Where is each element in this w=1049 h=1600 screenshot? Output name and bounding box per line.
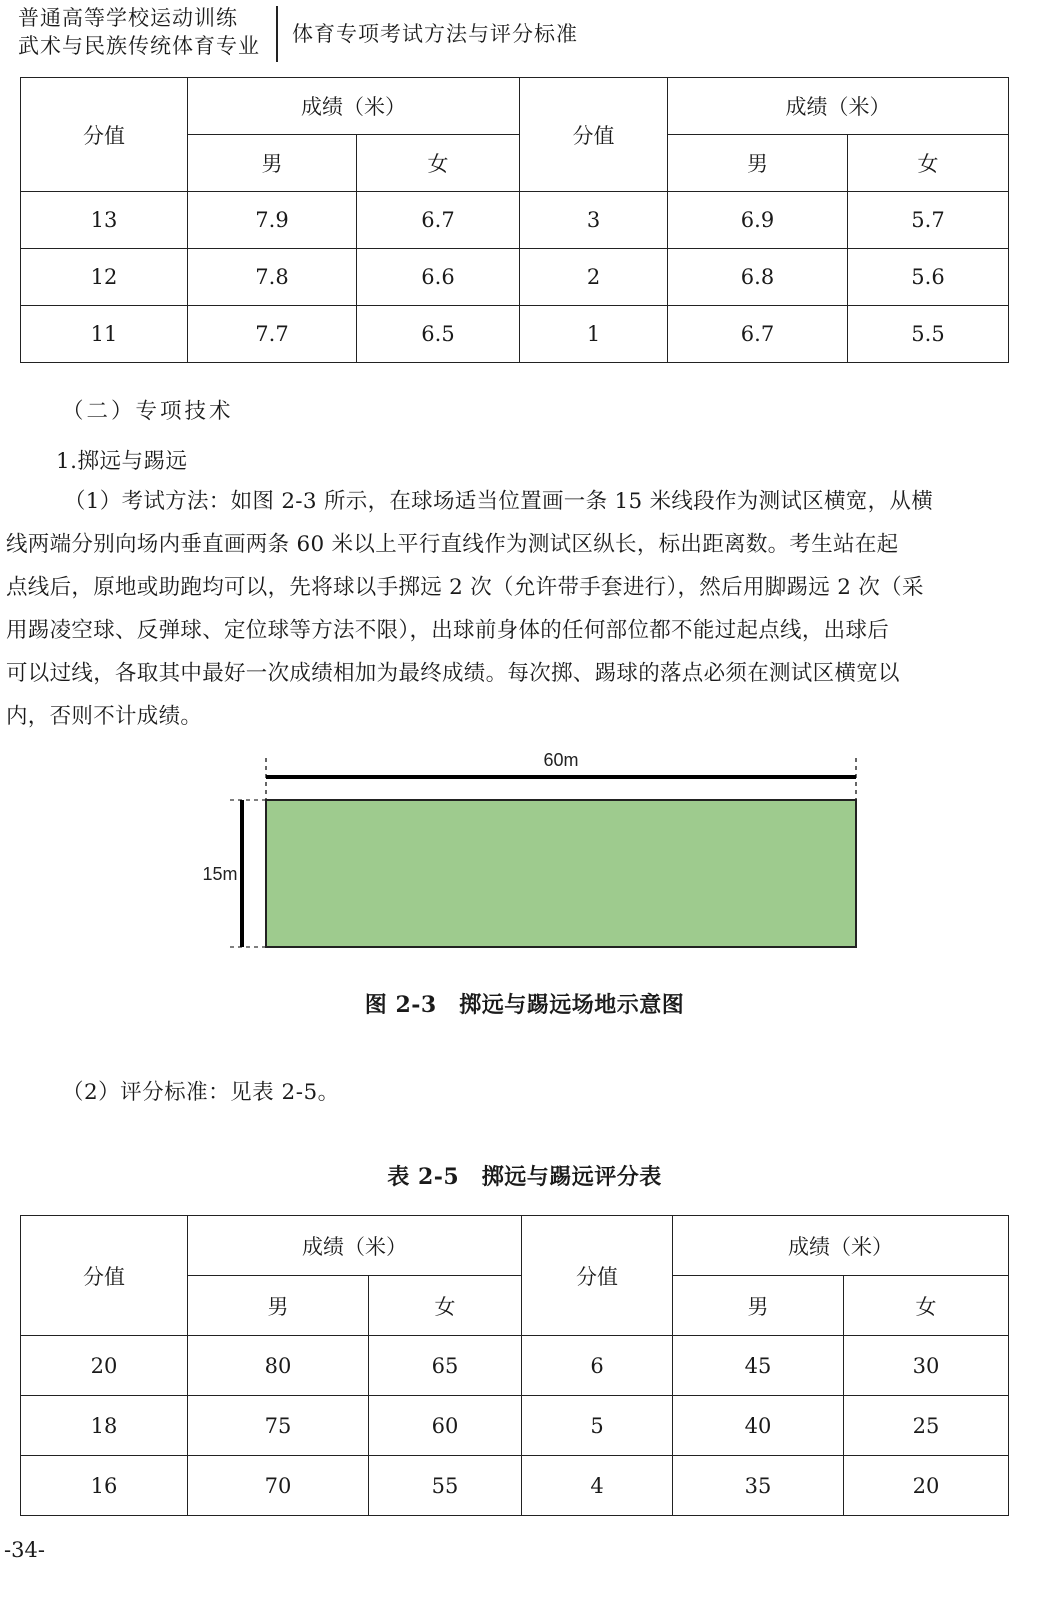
- table-cell: 18: [21, 1396, 188, 1456]
- table-cell: 6.5: [357, 306, 520, 363]
- header-female: 女: [357, 135, 520, 192]
- table-cell: 30: [844, 1336, 1009, 1396]
- paragraph-line: （1）考试方法：如图 2-3 所示，在球场适当位置画一条 15 米线段作为测试区横宽，从横: [64, 489, 933, 514]
- scoring-reference: （2）评分标准：见表 2-5。: [62, 1080, 340, 1105]
- length-label: 60m: [543, 750, 579, 770]
- table-cell: 16: [21, 1456, 188, 1516]
- header-left: [18, 4, 260, 60]
- header-score: 分值: [21, 78, 188, 192]
- table-cell: 4: [522, 1456, 673, 1516]
- paragraph-line: 可以过线，各取其中最好一次成绩相加为最终成绩。每次掷、踢球的落点必须在测试区横宽以: [6, 661, 900, 686]
- table-row: [21, 249, 1009, 306]
- header-female: 女: [844, 1276, 1009, 1336]
- table-row: [21, 1456, 1009, 1516]
- table-cell: 7.8: [188, 249, 357, 306]
- table-cell: 5: [522, 1396, 673, 1456]
- width-label: 15m: [202, 864, 238, 884]
- header-male: 男: [188, 135, 357, 192]
- header-male: 男: [668, 135, 848, 192]
- paragraph-line: 线两端分别向场内垂直画两条 60 米以上平行直线作为测试区纵长，标出距离数。考生站在起: [6, 532, 899, 557]
- header-female: 女: [369, 1276, 522, 1336]
- header-left-line1: 普通高等学校运动训练: [18, 6, 238, 30]
- table-cell: 80: [188, 1336, 369, 1396]
- paragraph-line: 用踢凌空球、反弹球、定位球等方法不限），出球前身体的任何部位都不能过起点线，出球后: [6, 618, 890, 643]
- method-paragraph: [6, 480, 1026, 738]
- table-cell: 5.5: [848, 306, 1009, 363]
- paragraph-line: 点线后，原地或助跑均可以，先将球以手掷远 2 次（允许带手套进行），然后用脚踢远 2 次（采: [6, 575, 924, 600]
- table-cell: 40: [673, 1396, 844, 1456]
- score-table: [20, 1215, 1009, 1516]
- header-score: 分值: [522, 1216, 673, 1336]
- table-cell: 25: [844, 1396, 1009, 1456]
- page-header: [0, 0, 1049, 64]
- table-cell: 70: [188, 1456, 369, 1516]
- header-right: 体育专项考试方法与评分标准: [292, 22, 578, 46]
- table-cell: 5.7: [848, 192, 1009, 249]
- section-heading: （二）专项技术: [62, 399, 234, 424]
- header-result: 成绩（米）: [668, 78, 1009, 135]
- table-cell: 6.9: [668, 192, 848, 249]
- table-cell: 6.7: [357, 192, 520, 249]
- table-cell: 1: [520, 306, 668, 363]
- table-row: [21, 306, 1009, 363]
- table-row: [21, 1396, 1009, 1456]
- test-field: [266, 800, 856, 947]
- header-result: 成绩（米）: [188, 1216, 522, 1276]
- table-cell: 45: [673, 1336, 844, 1396]
- table-cell: 6.7: [668, 306, 848, 363]
- table-cell: 3: [520, 192, 668, 249]
- table-cell: 60: [369, 1396, 522, 1456]
- table-cell: 2: [520, 249, 668, 306]
- table-cell: 75: [188, 1396, 369, 1456]
- field-diagram: [190, 740, 870, 960]
- paragraph-line: 内，否则不计成绩。: [6, 704, 203, 729]
- table-cell: 12: [21, 249, 188, 306]
- table-cell: 5.6: [848, 249, 1009, 306]
- header-female: 女: [848, 135, 1009, 192]
- table-cell: 6.6: [357, 249, 520, 306]
- page-number: -34-: [4, 1538, 45, 1562]
- table-cell: 13: [21, 192, 188, 249]
- table-cell: 6: [522, 1336, 673, 1396]
- header-result: 成绩（米）: [188, 78, 520, 135]
- table-row: [21, 192, 1009, 249]
- figure-caption: 图 2-3 掷远与踢远场地示意图: [364, 992, 685, 1018]
- subsection-heading: 1.掷远与踢远: [56, 449, 188, 474]
- table-cell: 11: [21, 306, 188, 363]
- table-cell: 7.9: [188, 192, 357, 249]
- table-cell: 35: [673, 1456, 844, 1516]
- header-left-line2: 武术与民族传统体育专业: [18, 34, 260, 58]
- header-male: 男: [673, 1276, 844, 1336]
- table-cell: 7.7: [188, 306, 357, 363]
- header-score: 分值: [520, 78, 668, 192]
- table-cell: 65: [369, 1336, 522, 1396]
- header-result: 成绩（米）: [673, 1216, 1009, 1276]
- table-row: [21, 1336, 1009, 1396]
- score-table-continued: [20, 77, 1009, 363]
- header-male: 男: [188, 1276, 369, 1336]
- header-divider: [276, 6, 278, 62]
- table-caption: 表 2-5 掷远与踢远评分表: [387, 1164, 662, 1190]
- table-cell: 6.8: [668, 249, 848, 306]
- table-cell: 55: [369, 1456, 522, 1516]
- table-cell: 20: [21, 1336, 188, 1396]
- header-score: 分值: [21, 1216, 188, 1336]
- table-cell: 20: [844, 1456, 1009, 1516]
